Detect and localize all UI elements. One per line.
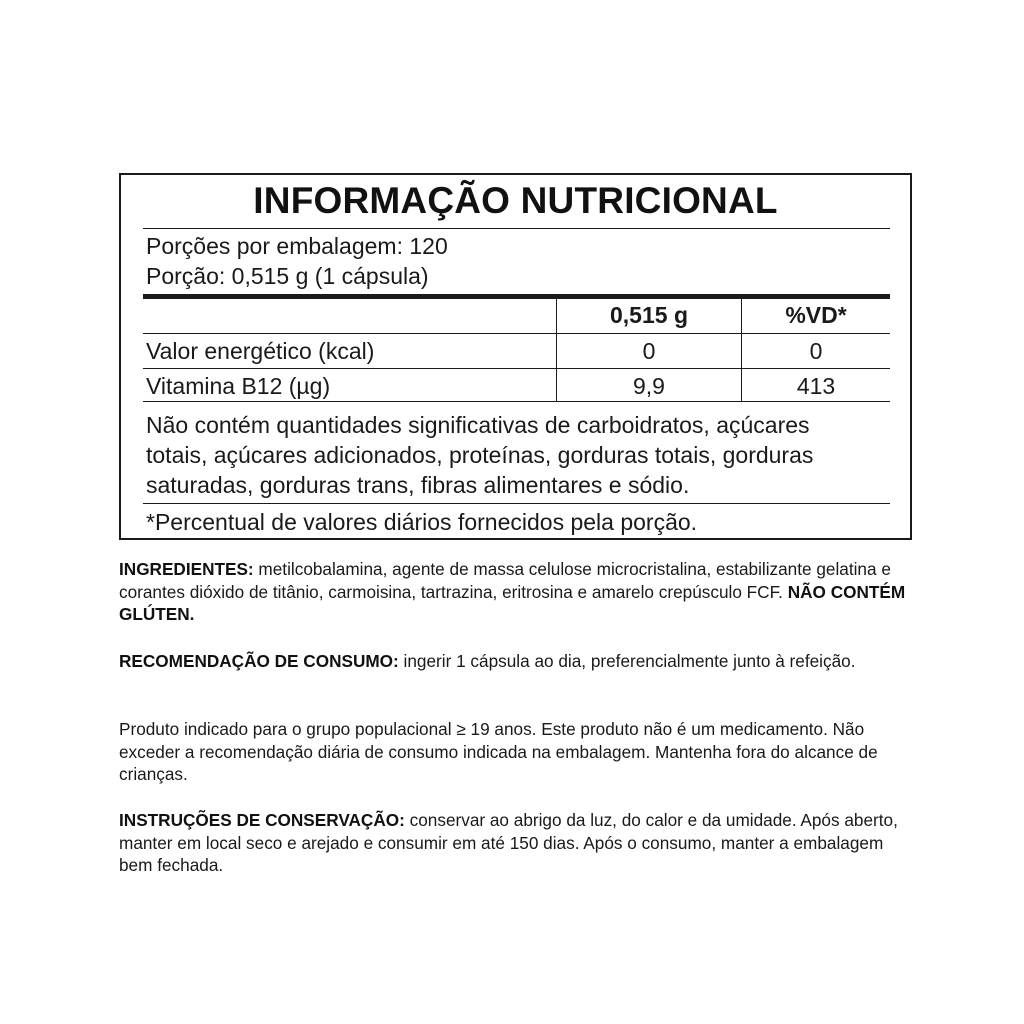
notes-line: Não contém quantidades significativas de carboidratos, açúcares — [146, 412, 810, 438]
divider — [143, 228, 890, 229]
ingredients-text: metilcobalamina, agente de massa celulose microcristalina, estabilizante gelatina e corantes dióxido de titânio, carmoisina, tartrazina, eritrosina e amarelo crepúsculo FCF. — [119, 559, 891, 602]
ingredients-paragraph — [119, 558, 909, 626]
row-energy-dv: 0 — [809, 338, 823, 364]
column-header-dv: %VD* — [785, 302, 847, 328]
label-title: INFORMAÇÃO NUTRICIONAL — [253, 180, 778, 221]
gluten-notice: NÃO CONTÉM GLÚTEN. — [119, 581, 906, 625]
ingredients-heading: INGREDIENTES: — [119, 559, 254, 579]
column-header-amount: 0,515 g — [610, 302, 688, 328]
recommendation-text: ingerir 1 cápsula ao dia, preferencialmente junto à refeição. — [398, 651, 856, 671]
row-energy-name: Valor energético (kcal) — [146, 338, 375, 364]
nutrition-facts-table — [119, 173, 912, 540]
divider — [143, 503, 890, 504]
row-divider — [143, 401, 890, 402]
footnote: *Percentual de valores diários fornecidos pela porção. — [146, 509, 698, 535]
row-b12-name: Vitamina B12 (µg) — [146, 373, 331, 399]
warning-paragraph: Produto indicado para o grupo populacional ≥ 19 anos. Este produto não é um medicamento. Não exceder a recomendação diária de consumo indicada na embalagem. Mantenha fora do alcance de crianças. — [119, 719, 878, 785]
notes-line: totais, açúcares adicionados, proteínas, gorduras totais, gorduras — [146, 442, 814, 468]
storage-text: conservar ao abrigo da luz, do calor e da umidade. Após aberto, manter em local seco e arejado e consumir em até 150 dias. Após o consumo, manter a embalagem bem fechada. — [119, 810, 898, 876]
serving-size: Porção: 0,515 g (1 cápsula) — [146, 263, 429, 289]
storage-paragraph — [119, 809, 909, 877]
row-divider — [143, 333, 890, 334]
row-divider — [143, 368, 890, 369]
notes-line: saturadas, gorduras trans, fibras alimentares e sódio. — [146, 472, 690, 498]
row-energy-amount: 0 — [642, 338, 656, 364]
recommendation-heading: RECOMENDAÇÃO DE CONSUMO: — [119, 651, 399, 671]
row-b12-amount: 9,9 — [633, 373, 665, 399]
row-b12-dv: 413 — [796, 373, 836, 399]
recommendation-paragraph — [119, 650, 909, 673]
storage-heading: INSTRUÇÕES DE CONSERVAÇÃO: — [119, 810, 405, 830]
thick-divider — [143, 294, 890, 299]
servings-per-package: Porções por embalagem: 120 — [146, 233, 448, 259]
